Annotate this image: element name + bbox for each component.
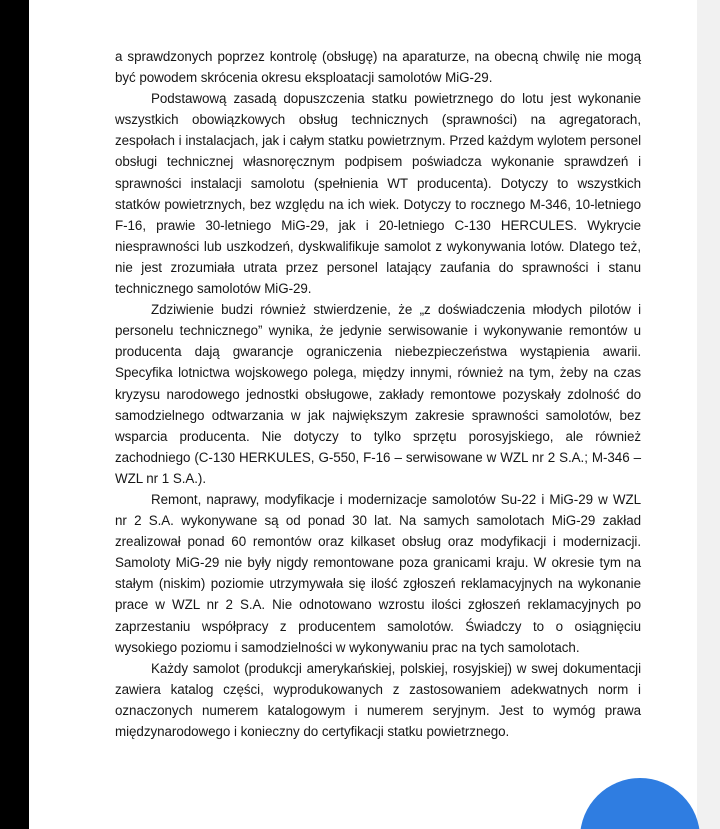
paragraph-1: a sprawdzonych poprzez kontrolę (obsługę) na aparaturze, na obecną chwilę nie mogą być powodem skrócenia okresu eksploatacji samolotów MiG-29. xyxy=(115,49,641,86)
paragraph-3: Zdziwienie budzi również stwierdzenie, że „z doświadczenia młodych pilotów i personelu technicznego” wynika, że jedynie serwisowanie i wykonywanie remontów u producenta dają gwarancje ograniczenia niebezpieczeństwa wystąpienia awarii. Specyfika lotnictwa wojskowego polega, między innymi, również na tym, żeby na czas kryzysu narodowego jednostki obsługowe, zakłady remontowe pozyskały zdolność do samodzielnego odtwarzania w jak największym zakresie sprawności samolotów, bez wsparcia producenta. Nie dotyczy to tylko sprzętu porosyjskiego, ale również zachodniego (C-130 HERKULES, G-550, F-16 – serwisowane w WZL nr 2 S.A.; M-346 – WZL nr 1 S.A.). xyxy=(115,302,641,486)
page-edge xyxy=(697,0,720,829)
document-text xyxy=(115,46,641,742)
paragraph-2: Podstawową zasadą dopuszczenia statku powietrznego do lotu jest wykonanie wszystkich obowiązkowych obsług technicznych (sprawności) na agregatorach, zespołach i instalacjach, jak i całym statku powietrznym. Przed każdym wylotem personel obsługi technicznej własnoręcznym podpisem poświadcza wykonanie sprawdzeń i sprawności instalacji samolotu (spełnienia WT producenta). Dotyczy to wszystkich statków powietrznych, bez względu na ich wiek. Dotyczy to rocznego M-346, 10-letniego F-16, prawie 30-letniego MiG-29, jak i 20-letniego C-130 HERCULES. Wykrycie niesprawności lub uszkodzeń, dyskwalifikuje samolot z wykonywania lotów. Dlatego też, nie jest zrozumiała utrata przez personel latający zaufania do sprawności i stanu technicznego samolotów MiG-29. xyxy=(115,91,641,297)
paragraph-4: Remont, naprawy, modyfikacje i modernizacje samolotów Su-22 i MiG-29 w WZL nr 2 S.A. wykonywane są od ponad 30 lat. Na samych samolotach MiG-29 zakład zrealizował ponad 60 remontów oraz kilkaset obsług oraz modyfikacji i modernizacji. Samoloty MiG-29 nie były nigdy remontowane poza granicami kraju. W okresie tym na stałym (niskim) poziomie utrzymywała się ilość zgłoszeń reklamacyjnych na wykonanie prace w WZL nr 2 S.A. Nie odnotowano wzrostu ilości zgłoszeń reklamacyjnych po zaprzestaniu współpracy z producentem samolotów. Świadczy to o osiągnięciu wysokiego poziomu i samodzielności w wykonywaniu prac na tych samolotach. xyxy=(115,491,641,655)
paragraph-5: Każdy samolot (produkcji amerykańskiej, polskiej, rosyjskiej) w swej dokumentacji zawiera katalog części, wyprodukowanych z zastosowaniem adekwatnych norm i oznaczonych numerem katalogowym i numerem seryjnym. Jest to wymóg prawa międzynarodowego i konieczny do certyfikacji statku powietrznego. xyxy=(115,660,641,739)
document-page[interactable] xyxy=(29,0,697,829)
